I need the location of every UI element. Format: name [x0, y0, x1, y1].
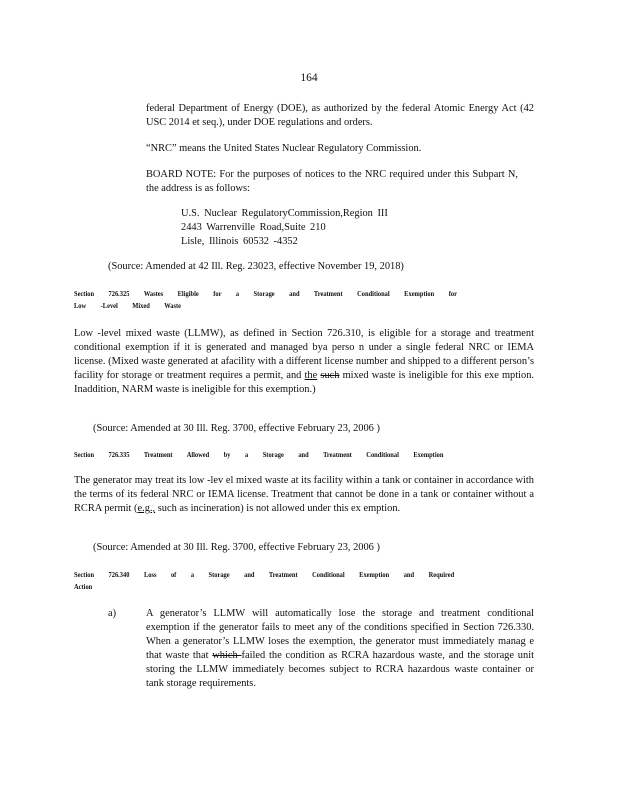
section-726-340-heading-line-2: Action [74, 583, 93, 591]
section-726-325-heading-line-1: Section 726.325 Wastes Eligible for a Storage and Treatment Conditional Exemption for [74, 290, 457, 298]
section-726-335-body [74, 474, 534, 516]
item-a-label: a) [108, 608, 117, 619]
item-a-part-1: A generator’s LLMW will automatically lose the storage and treatment conditional exemption if the generator fails to meet any of the conditions specified in Section 726.330. When a generator’s LLMW loses the exemption, the generator must immediately manag e that waste that [146, 608, 534, 661]
nrc-definition [146, 142, 534, 156]
section-726-340-heading-line-1: Section 726.340 Loss of a Storage and Treatment Conditional Exemption and Required [74, 571, 455, 579]
board-note [146, 168, 518, 196]
item-a-struck-word: which [212, 650, 242, 661]
address-line-2: 2443 Warrenville Road,Suite 210 [181, 222, 326, 233]
source-note-3: (Source: Amended at 30 Ill. Reg. 3700, effective February 23, 2006 ) [93, 542, 380, 553]
page-number: 164 [300, 72, 318, 84]
item-a-body [146, 607, 534, 691]
section-726-325-body [74, 327, 534, 397]
item-a-part-2: failed the condition as RCRA hazardous waste, and the storage unit storing the LLMW immediately becomes subject to RCRA hazardous waste container or tank storage requirements. [146, 650, 534, 689]
sec325-struck-word: such [320, 370, 340, 381]
intro-paragraph [146, 102, 534, 130]
source-note-2: (Source: Amended at 30 Ill. Reg. 3700, effective February 23, 2006 ) [93, 423, 380, 434]
nrc-definition-text: “NRC” means the United States Nuclear Regulatory Commission. [146, 143, 422, 154]
sec335-body-part-a: The generator may treat its low -lev el mixed waste at its facility within a tank or container in accordance with the terms of its federal NRC or IEMA license. Treatment that cannot be done in a tank or container without a RCRA permit ( [74, 475, 534, 514]
address-line-1: U.S. Nuclear RegulatoryCommission,Region III [181, 208, 388, 219]
sec325-body-part-a: Low -level mixed waste (LLMW), as defined in Section 726.310, is eligible for a storage and treatment conditional exemption if it is generated and managed bya perso n under a single federal NRC or IEMA license. (Mixed waste generated at afacility with a different license number and shipped to a different person’s facility for storage or treatment requires a permit, and [74, 328, 534, 381]
address-line-3: Lisle, Illinois 60532 -4352 [181, 236, 298, 247]
sec325-body-part-b: mixed waste is ineligible for this exe mption. Inaddition, NARM waste is ineligible for this exemption.) [74, 370, 534, 395]
section-726-335-heading: Section 726.335 Treatment Allowed by a Storage and Treatment Conditional Exemption [74, 451, 444, 459]
sec325-inserted-word: the [304, 370, 318, 381]
section-726-325-heading-line-2: Low -Level Mixed Waste [74, 302, 182, 310]
board-note-text: BOARD NOTE: For the purposes of notices to the NRC required under this Subpart N, the address is as follows: [146, 169, 518, 194]
sec335-eg: e.g., [137, 503, 156, 514]
sec335-body-part-b: such as incineration) is not allowed under this ex emption. [155, 503, 401, 514]
intro-text: federal Department of Energy (DOE), as authorized by the federal Atomic Energy Act (42 USC 2014 et seq.), under DOE regulations and orders. [146, 103, 534, 128]
source-note-1: (Source: Amended at 42 Ill. Reg. 23023, effective November 19, 2018) [108, 261, 404, 272]
